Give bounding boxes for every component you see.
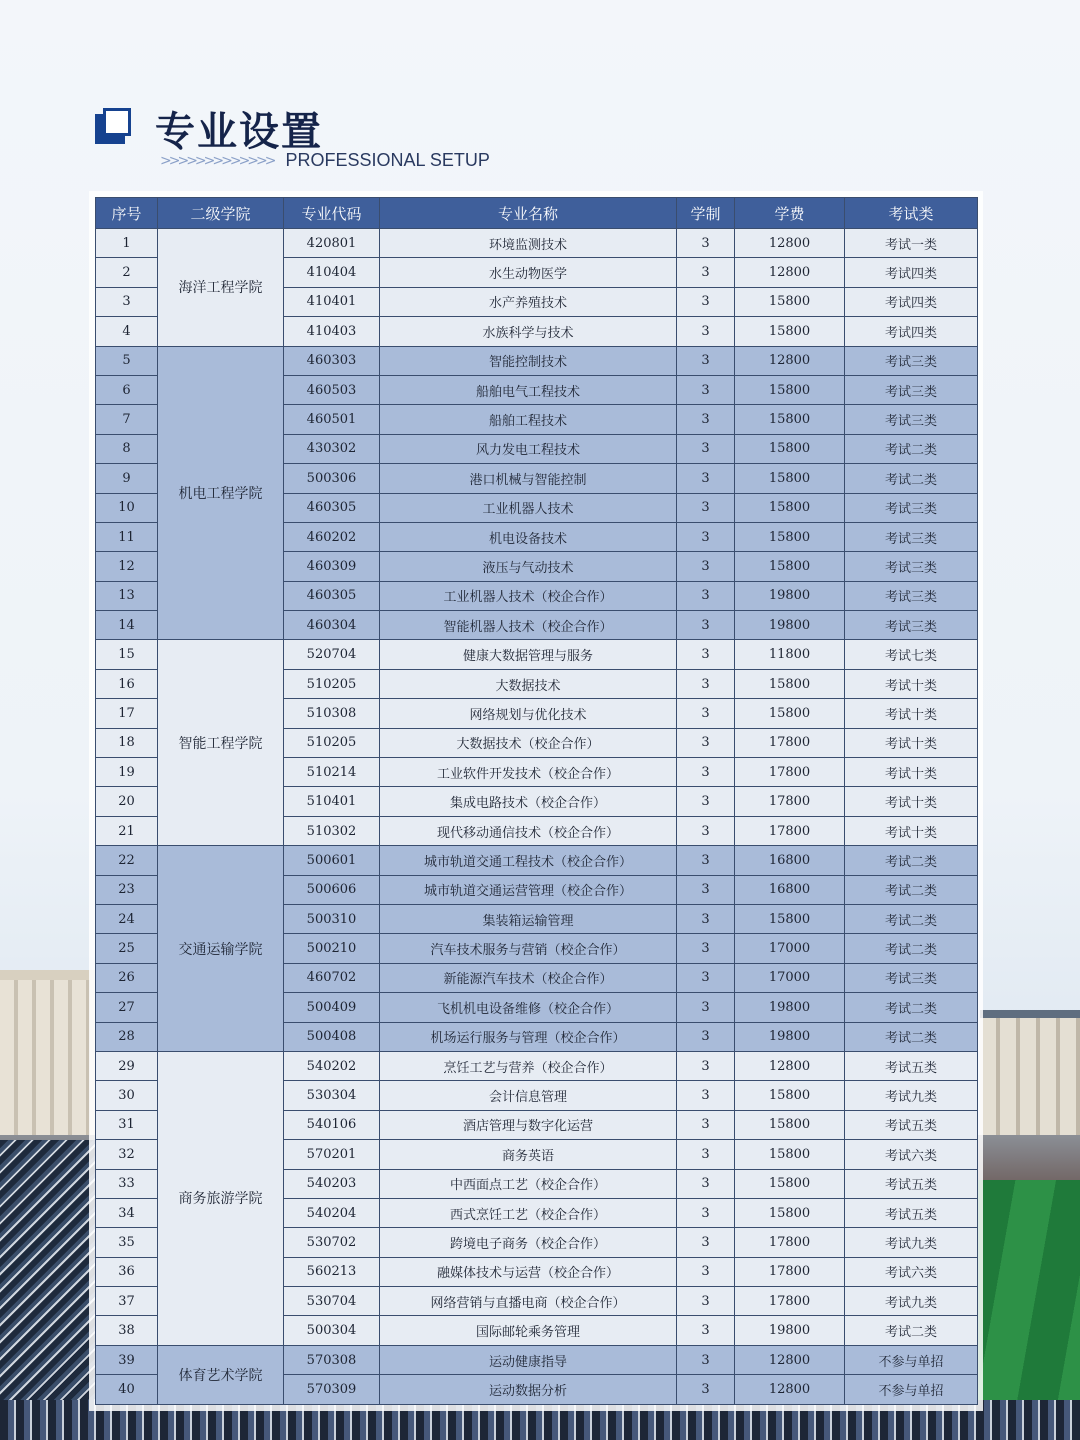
cell-no: 32 [96, 1140, 158, 1169]
cell-fee: 17800 [735, 816, 845, 845]
cell-years: 3 [677, 611, 735, 640]
cell-exam-type: 考试一类 [845, 229, 978, 258]
cell-code: 500601 [284, 846, 380, 875]
cell-no: 15 [96, 640, 158, 669]
cell-code: 460202 [284, 522, 380, 551]
cell-fee: 15800 [735, 464, 845, 493]
cell-college: 商务旅游学院 [158, 1051, 284, 1345]
column-header-name: 专业名称 [380, 198, 677, 229]
column-header-years: 学制 [677, 198, 735, 229]
cell-fee: 19800 [735, 993, 845, 1022]
cell-exam-type: 不参与单招 [845, 1345, 978, 1374]
cell-no: 5 [96, 346, 158, 375]
cell-fee: 12800 [735, 258, 845, 287]
cell-major-name: 机电设备技术 [380, 522, 677, 551]
cell-code: 460305 [284, 493, 380, 522]
cell-exam-type: 考试三类 [845, 405, 978, 434]
cell-major-name: 现代移动通信技术（校企合作） [380, 816, 677, 845]
cell-fee: 12800 [735, 1345, 845, 1374]
cell-exam-type: 考试十类 [845, 728, 978, 757]
cell-no: 36 [96, 1257, 158, 1286]
cell-major-name: 烹饪工艺与营养（校企合作） [380, 1051, 677, 1080]
cell-no: 28 [96, 1022, 158, 1051]
cell-fee: 15800 [735, 434, 845, 463]
cell-years: 3 [677, 405, 735, 434]
cell-no: 14 [96, 611, 158, 640]
cell-fee: 17800 [735, 1257, 845, 1286]
cell-fee: 19800 [735, 1022, 845, 1051]
cell-major-name: 大数据技术（校企合作） [380, 728, 677, 757]
cell-exam-type: 考试十类 [845, 699, 978, 728]
cell-no: 26 [96, 963, 158, 992]
cell-fee: 15800 [735, 287, 845, 316]
cell-no: 1 [96, 229, 158, 258]
cell-exam-type: 考试五类 [845, 1198, 978, 1227]
cell-major-name: 跨境电子商务（校企合作） [380, 1228, 677, 1257]
cell-major-name: 飞机机电设备维修（校企合作） [380, 993, 677, 1022]
cell-major-name: 机场运行服务与管理（校企合作） [380, 1022, 677, 1051]
cell-years: 3 [677, 1316, 735, 1345]
cell-years: 3 [677, 317, 735, 346]
chevrons-icon: >>>>>>>>>>>>> [160, 152, 274, 169]
cell-years: 3 [677, 1257, 735, 1286]
cell-years: 3 [677, 1198, 735, 1227]
cell-years: 3 [677, 963, 735, 992]
cell-code: 570201 [284, 1140, 380, 1169]
cell-major-name: 船舶电气工程技术 [380, 375, 677, 404]
cell-no: 23 [96, 875, 158, 904]
cell-exam-type: 考试二类 [845, 875, 978, 904]
cell-years: 3 [677, 1287, 735, 1316]
cell-no: 20 [96, 787, 158, 816]
column-header-college: 二级学院 [158, 198, 284, 229]
cell-code: 500210 [284, 934, 380, 963]
cell-fee: 19800 [735, 611, 845, 640]
cell-no: 34 [96, 1198, 158, 1227]
cell-years: 3 [677, 1081, 735, 1110]
table-row [96, 346, 978, 375]
page-title: 专业设置 [155, 108, 323, 155]
cell-no: 16 [96, 669, 158, 698]
cell-major-name: 城市轨道交通运营管理（校企合作） [380, 875, 677, 904]
cell-code: 540202 [284, 1051, 380, 1080]
cell-major-name: 汽车技术服务与营销（校企合作） [380, 934, 677, 963]
cell-exam-type: 考试四类 [845, 317, 978, 346]
cell-code: 510205 [284, 728, 380, 757]
cell-years: 3 [677, 816, 735, 845]
cell-fee: 19800 [735, 1316, 845, 1345]
cell-no: 11 [96, 522, 158, 551]
cell-fee: 17000 [735, 934, 845, 963]
cell-years: 3 [677, 699, 735, 728]
cell-years: 3 [677, 875, 735, 904]
cell-fee: 12800 [735, 1375, 845, 1404]
cell-fee: 15800 [735, 904, 845, 933]
cell-major-name: 商务英语 [380, 1140, 677, 1169]
subtitle-row [160, 150, 490, 171]
cell-no: 9 [96, 464, 158, 493]
cell-major-name: 网络规划与优化技术 [380, 699, 677, 728]
column-header-exam: 考试类 [845, 198, 978, 229]
cell-years: 3 [677, 1375, 735, 1404]
cell-years: 3 [677, 904, 735, 933]
cell-code: 460303 [284, 346, 380, 375]
cell-no: 35 [96, 1228, 158, 1257]
cell-fee: 16800 [735, 875, 845, 904]
cell-fee: 12800 [735, 1051, 845, 1080]
title-square-icon [95, 108, 133, 146]
cell-exam-type: 考试五类 [845, 1051, 978, 1080]
table-header-row [96, 198, 978, 229]
cell-no: 21 [96, 816, 158, 845]
cell-code: 430302 [284, 434, 380, 463]
cell-major-name: 风力发电工程技术 [380, 434, 677, 463]
cell-years: 3 [677, 669, 735, 698]
cell-years: 3 [677, 1051, 735, 1080]
cell-fee: 15800 [735, 699, 845, 728]
page-subtitle: PROFESSIONAL SETUP [285, 150, 490, 170]
cell-code: 460304 [284, 611, 380, 640]
table-row [96, 846, 978, 875]
cell-exam-type: 考试三类 [845, 581, 978, 610]
cell-code: 460503 [284, 375, 380, 404]
cell-code: 410404 [284, 258, 380, 287]
cell-exam-type: 不参与单招 [845, 1375, 978, 1404]
cell-major-name: 大数据技术 [380, 669, 677, 698]
cell-no: 30 [96, 1081, 158, 1110]
cell-major-name: 环境监测技术 [380, 229, 677, 258]
cell-college: 体育艺术学院 [158, 1345, 284, 1404]
cell-code: 420801 [284, 229, 380, 258]
cell-major-name: 水族科学与技术 [380, 317, 677, 346]
cell-code: 530704 [284, 1287, 380, 1316]
cell-exam-type: 考试五类 [845, 1169, 978, 1198]
cell-code: 530304 [284, 1081, 380, 1110]
cell-major-name: 城市轨道交通工程技术（校企合作） [380, 846, 677, 875]
cell-years: 3 [677, 1022, 735, 1051]
cell-code: 510308 [284, 699, 380, 728]
cell-years: 3 [677, 787, 735, 816]
cell-exam-type: 考试九类 [845, 1228, 978, 1257]
cell-exam-type: 考试九类 [845, 1081, 978, 1110]
cell-fee: 15800 [735, 317, 845, 346]
cell-no: 12 [96, 552, 158, 581]
cell-exam-type: 考试九类 [845, 1287, 978, 1316]
cell-years: 3 [677, 934, 735, 963]
cell-no: 40 [96, 1375, 158, 1404]
cell-exam-type: 考试二类 [845, 904, 978, 933]
cell-major-name: 运动数据分析 [380, 1375, 677, 1404]
cell-major-name: 智能机器人技术（校企合作） [380, 611, 677, 640]
cell-exam-type: 考试十类 [845, 758, 978, 787]
cell-code: 540204 [284, 1198, 380, 1227]
cell-code: 500606 [284, 875, 380, 904]
cell-years: 3 [677, 1140, 735, 1169]
cell-code: 460305 [284, 581, 380, 610]
cell-no: 33 [96, 1169, 158, 1198]
cell-no: 10 [96, 493, 158, 522]
cell-exam-type: 考试三类 [845, 963, 978, 992]
cell-no: 19 [96, 758, 158, 787]
cell-years: 3 [677, 640, 735, 669]
cell-exam-type: 考试二类 [845, 934, 978, 963]
cell-fee: 15800 [735, 1140, 845, 1169]
cell-fee: 15800 [735, 1198, 845, 1227]
table-row [96, 1345, 978, 1374]
cell-major-name: 西式烹饪工艺（校企合作） [380, 1198, 677, 1227]
cell-code: 540203 [284, 1169, 380, 1198]
cell-code: 460702 [284, 963, 380, 992]
cell-exam-type: 考试三类 [845, 552, 978, 581]
cell-code: 560213 [284, 1257, 380, 1286]
cell-no: 7 [96, 405, 158, 434]
cell-no: 13 [96, 581, 158, 610]
cell-years: 3 [677, 434, 735, 463]
cell-no: 39 [96, 1345, 158, 1374]
cell-exam-type: 考试二类 [845, 434, 978, 463]
cell-no: 24 [96, 904, 158, 933]
cell-major-name: 集装箱运输管理 [380, 904, 677, 933]
cell-code: 540106 [284, 1110, 380, 1139]
cell-code: 460309 [284, 552, 380, 581]
cell-major-name: 酒店管理与数字化运营 [380, 1110, 677, 1139]
majors-table-container [95, 197, 977, 1405]
cell-fee: 15800 [735, 375, 845, 404]
cell-fee: 17000 [735, 963, 845, 992]
table-row [96, 640, 978, 669]
cell-fee: 15800 [735, 1110, 845, 1139]
table-body [96, 229, 978, 1405]
cell-exam-type: 考试六类 [845, 1257, 978, 1286]
cell-fee: 12800 [735, 229, 845, 258]
student-formation [0, 1140, 100, 1440]
cell-years: 3 [677, 552, 735, 581]
cell-exam-type: 考试二类 [845, 1316, 978, 1345]
cell-no: 4 [96, 317, 158, 346]
cell-fee: 15800 [735, 1081, 845, 1110]
cell-exam-type: 考试三类 [845, 611, 978, 640]
cell-major-name: 中西面点工艺（校企合作） [380, 1169, 677, 1198]
cell-major-name: 网络营销与直播电商（校企合作） [380, 1287, 677, 1316]
column-header-code: 专业代码 [284, 198, 380, 229]
cell-exam-type: 考试六类 [845, 1140, 978, 1169]
cell-fee: 17800 [735, 1228, 845, 1257]
column-header-fee: 学费 [735, 198, 845, 229]
cell-college: 机电工程学院 [158, 346, 284, 640]
cell-fee: 17800 [735, 1287, 845, 1316]
cell-fee: 15800 [735, 405, 845, 434]
cell-major-name: 工业机器人技术（校企合作） [380, 581, 677, 610]
cell-exam-type: 考试十类 [845, 816, 978, 845]
cell-years: 3 [677, 522, 735, 551]
cell-no: 31 [96, 1110, 158, 1139]
cell-code: 530702 [284, 1228, 380, 1257]
column-header-no: 序号 [96, 198, 158, 229]
cell-exam-type: 考试十类 [845, 669, 978, 698]
cell-exam-type: 考试二类 [845, 846, 978, 875]
cell-college: 智能工程学院 [158, 640, 284, 846]
cell-major-name: 工业软件开发技术（校企合作） [380, 758, 677, 787]
cell-years: 3 [677, 1345, 735, 1374]
cell-code: 500310 [284, 904, 380, 933]
cell-years: 3 [677, 258, 735, 287]
cell-years: 3 [677, 581, 735, 610]
cell-code: 510401 [284, 787, 380, 816]
cell-college: 海洋工程学院 [158, 229, 284, 347]
cell-exam-type: 考试二类 [845, 993, 978, 1022]
cell-no: 2 [96, 258, 158, 287]
cell-exam-type: 考试三类 [845, 375, 978, 404]
cell-exam-type: 考试五类 [845, 1110, 978, 1139]
cell-code: 410403 [284, 317, 380, 346]
cell-code: 510302 [284, 816, 380, 845]
cell-major-name: 智能控制技术 [380, 346, 677, 375]
cell-major-name: 集成电路技术（校企合作） [380, 787, 677, 816]
cell-major-name: 融媒体技术与运营（校企合作） [380, 1257, 677, 1286]
cell-years: 3 [677, 1228, 735, 1257]
cell-college: 交通运输学院 [158, 846, 284, 1052]
cell-major-name: 水生动物医学 [380, 258, 677, 287]
cell-no: 38 [96, 1316, 158, 1345]
cell-years: 3 [677, 287, 735, 316]
cell-code: 410401 [284, 287, 380, 316]
cell-exam-type: 考试十类 [845, 787, 978, 816]
cell-fee: 12800 [735, 346, 845, 375]
cell-code: 570308 [284, 1345, 380, 1374]
cell-years: 3 [677, 375, 735, 404]
cell-no: 6 [96, 375, 158, 404]
cell-no: 17 [96, 699, 158, 728]
cell-exam-type: 考试三类 [845, 522, 978, 551]
cell-fee: 17800 [735, 728, 845, 757]
cell-years: 3 [677, 728, 735, 757]
cell-fee: 16800 [735, 846, 845, 875]
cell-major-name: 船舶工程技术 [380, 405, 677, 434]
table-row [96, 229, 978, 258]
cell-fee: 15800 [735, 669, 845, 698]
cell-no: 29 [96, 1051, 158, 1080]
cell-code: 500304 [284, 1316, 380, 1345]
cell-major-name: 新能源汽车技术（校企合作） [380, 963, 677, 992]
cell-exam-type: 考试七类 [845, 640, 978, 669]
cell-no: 8 [96, 434, 158, 463]
cell-years: 3 [677, 1110, 735, 1139]
cell-major-name: 会计信息管理 [380, 1081, 677, 1110]
cell-code: 500409 [284, 993, 380, 1022]
cell-fee: 17800 [735, 787, 845, 816]
cell-exam-type: 考试三类 [845, 493, 978, 522]
cell-years: 3 [677, 846, 735, 875]
cell-no: 3 [96, 287, 158, 316]
cell-major-name: 工业机器人技术 [380, 493, 677, 522]
cell-exam-type: 考试四类 [845, 287, 978, 316]
cell-code: 510205 [284, 669, 380, 698]
cell-no: 25 [96, 934, 158, 963]
cell-years: 3 [677, 346, 735, 375]
cell-major-name: 国际邮轮乘务管理 [380, 1316, 677, 1345]
cell-code: 500306 [284, 464, 380, 493]
cell-no: 18 [96, 728, 158, 757]
cell-major-name: 运动健康指导 [380, 1345, 677, 1374]
cell-exam-type: 考试二类 [845, 1022, 978, 1051]
cell-years: 3 [677, 229, 735, 258]
cell-major-name: 液压与气动技术 [380, 552, 677, 581]
cell-years: 3 [677, 1169, 735, 1198]
cell-code: 460501 [284, 405, 380, 434]
cell-fee: 19800 [735, 581, 845, 610]
cell-fee: 17800 [735, 758, 845, 787]
cell-years: 3 [677, 758, 735, 787]
cell-code: 520704 [284, 640, 380, 669]
cell-code: 570309 [284, 1375, 380, 1404]
cell-fee: 15800 [735, 552, 845, 581]
cell-years: 3 [677, 993, 735, 1022]
cell-fee: 15800 [735, 522, 845, 551]
cell-code: 500408 [284, 1022, 380, 1051]
building-left [0, 970, 95, 1150]
cell-no: 27 [96, 993, 158, 1022]
cell-major-name: 港口机械与智能控制 [380, 464, 677, 493]
cell-major-name: 水产养殖技术 [380, 287, 677, 316]
cell-years: 3 [677, 493, 735, 522]
cell-exam-type: 考试二类 [845, 464, 978, 493]
table-row [96, 1051, 978, 1080]
cell-fee: 15800 [735, 1169, 845, 1198]
majors-table [95, 197, 978, 1405]
cell-fee: 15800 [735, 493, 845, 522]
cell-exam-type: 考试三类 [845, 346, 978, 375]
cell-no: 37 [96, 1287, 158, 1316]
cell-code: 510214 [284, 758, 380, 787]
cell-years: 3 [677, 464, 735, 493]
cell-no: 22 [96, 846, 158, 875]
cell-exam-type: 考试四类 [845, 258, 978, 287]
cell-fee: 11800 [735, 640, 845, 669]
cell-major-name: 健康大数据管理与服务 [380, 640, 677, 669]
student-formation-bottom [0, 1400, 1080, 1440]
